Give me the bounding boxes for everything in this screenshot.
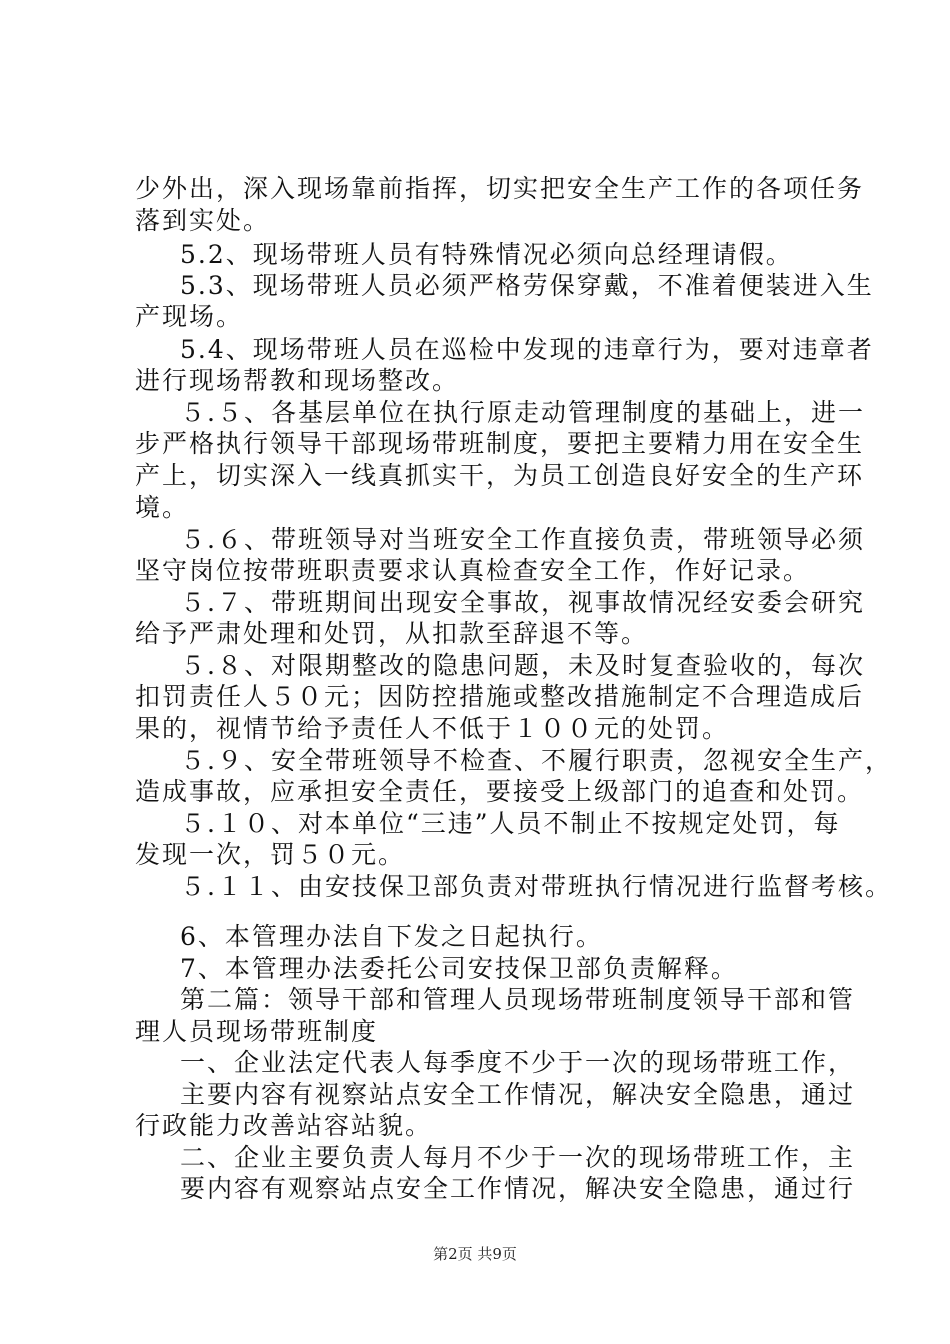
text-line: ５.５、各基层单位在执行原走动管理制度的基础上，进一 bbox=[180, 398, 865, 427]
text-line: ５.１１、由安技保卫部负责对带班执行情况进行监督考核。 bbox=[180, 872, 892, 901]
text-line: ５.１０、对本单位“三违”人员不制止不按规定处罚，每 bbox=[180, 809, 841, 838]
text-line: 要内容有观察站点安全工作情况，解决安全隐患，通过行 bbox=[180, 1174, 856, 1203]
text-line: 落到实处。 bbox=[135, 206, 271, 235]
text-line: 境。 bbox=[135, 493, 190, 522]
text-line: 产现场。 bbox=[135, 302, 244, 331]
text-line: 5.4、现场带班人员在巡检中发现的违章行为，要对违章者 bbox=[180, 335, 874, 364]
text-line: ５.７、带班期间出现安全事故，视事故情况经安委会研究 bbox=[180, 588, 865, 617]
text-line: 步严格执行领导干部现场带班制度，要把主要精力用在安全生 bbox=[135, 429, 865, 458]
text-line: 7、本管理办法委托公司安技保卫部负责解释。 bbox=[180, 954, 738, 983]
text-line: ５.９、安全带班领导不检查、不履行职责，忽视安全生产， bbox=[180, 746, 892, 775]
text-line: 进行现场帮教和现场整改。 bbox=[135, 366, 460, 395]
text-line: 造成事故，应承担安全责任，要接受上级部门的追查和处罚。 bbox=[135, 777, 865, 806]
text-line: 产上，切实深入一线真抓实干，为员工创造良好安全的生产环 bbox=[135, 461, 865, 490]
text-line: 坚守岗位按带班职责要求认真检查安全工作，作好记录。 bbox=[135, 556, 811, 585]
text-line: 一、企业法定代表人每季度不少于一次的现场带班工作， bbox=[180, 1048, 856, 1077]
text-line: 少外出，深入现场靠前指挥，切实把安全生产工作的各项任务 bbox=[135, 174, 865, 203]
text-line: 5.2、现场带班人员有特殊情况必须向总经理请假。 bbox=[180, 240, 793, 269]
text-line: 果的，视情节给予责任人不低于１００元的处罚。 bbox=[135, 714, 730, 743]
text-line: 6、本管理办法自下发之日起执行。 bbox=[180, 922, 603, 951]
page-number: 第2页 共9页 bbox=[433, 1245, 517, 1263]
text-line: 理人员现场带班制度 bbox=[135, 1017, 379, 1046]
text-line: 5.3、现场带班人员必须严格劳保穿戴，不准着便装进入生 bbox=[180, 271, 874, 300]
text-line: 主要内容有视察站点安全工作情况，解决安全隐患，通过 bbox=[180, 1080, 856, 1109]
text-line: 二、企业主要负责人每月不少于一次的现场带班工作，主 bbox=[180, 1143, 856, 1172]
text-line: ５.８、对限期整改的隐患问题，未及时复查验收的，每次 bbox=[180, 651, 865, 680]
text-line: 扣罚责任人５０元；因防控措施或整改措施制定不合理造成后 bbox=[135, 682, 865, 711]
text-line: 第二篇：领导干部和管理人员现场带班制度领导干部和管 bbox=[180, 985, 856, 1014]
text-line: ５.６、带班领导对当班安全工作直接负责，带班领导必须 bbox=[180, 525, 865, 554]
text-line: 行政能力改善站容站貌。 bbox=[135, 1111, 433, 1140]
text-line: 发现一次，罚５０元。 bbox=[135, 840, 406, 869]
text-line: 给予严肃处理和处罚，从扣款至辞退不等。 bbox=[135, 619, 649, 648]
